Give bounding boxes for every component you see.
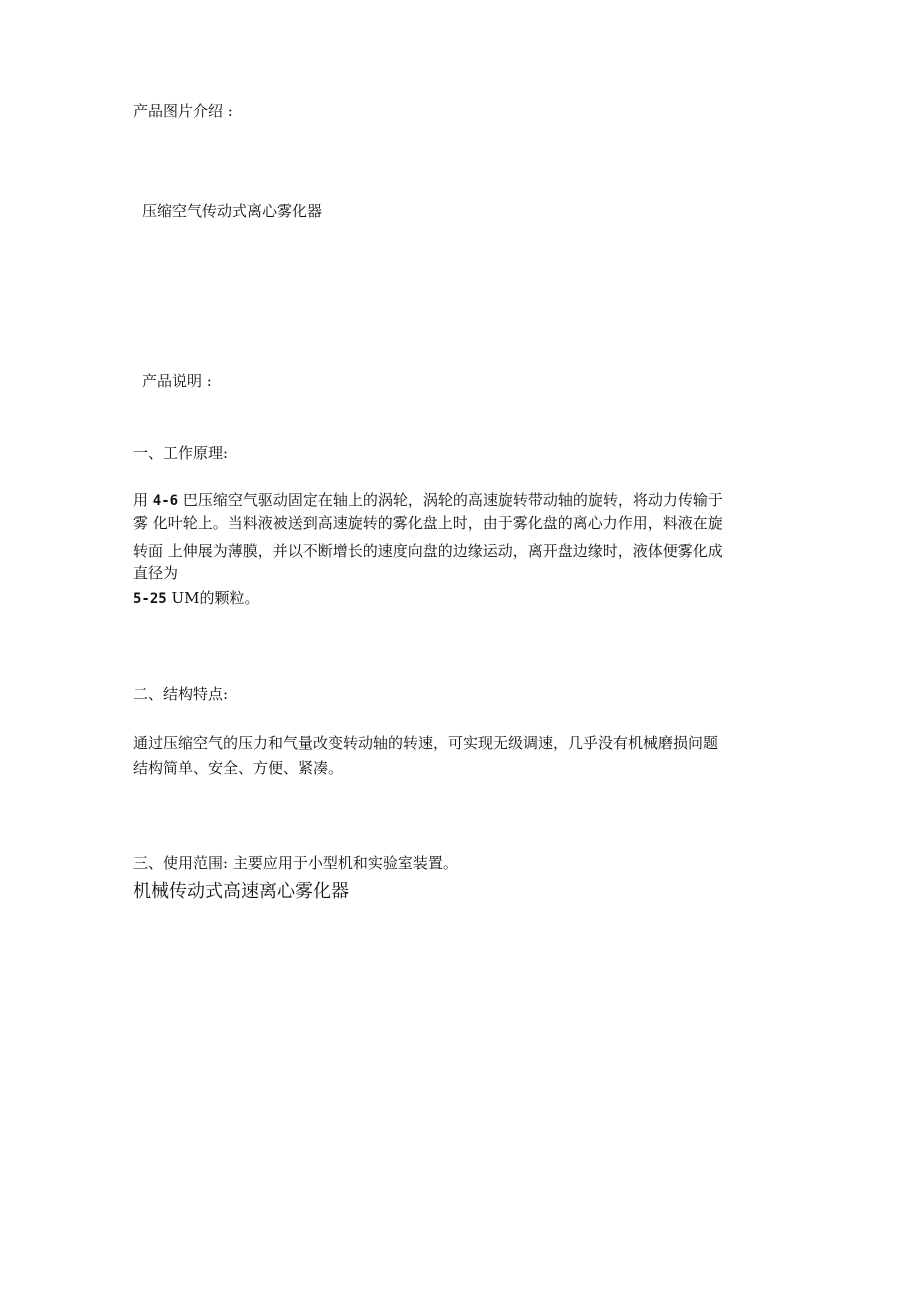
structure-line-2: 结构简单、安全、方便、紧凑。 — [133, 759, 344, 777]
product-title-pneumatic: 压缩空气传动式离心雾化器 — [142, 202, 323, 220]
product-title-mechanical: 机械传动式高速离心雾化器 — [133, 881, 349, 902]
line1-rest: 巴压缩空气驱动固定在轴上的涡轮，涡轮的高速旋转带动轴的旋转，将动力传输于 — [178, 491, 723, 509]
working-principle-line-4: 直径为 — [133, 564, 179, 582]
working-principle-line-5 — [133, 587, 260, 610]
section-structure-heading: 二、结构特点: — [133, 685, 229, 703]
section-application-scope: 三、使用范围: 主要应用于小型机和实验室装置。 — [133, 854, 458, 872]
line5-rest: UM的颗粒。 — [166, 589, 260, 607]
line1-prefix: 用 — [133, 491, 153, 509]
section-working-principle-heading: 一、工作原理: — [133, 444, 229, 462]
description-label: 产品说明 : — [142, 372, 212, 390]
particle-size-range: 5-25 — [133, 591, 167, 607]
intro-label: 产品图片介绍 : — [133, 102, 233, 120]
structure-line-1: 通过压缩空气的压力和气量改变转动轴的转速，可实现无级调速，几乎没有机械磨损问题 — [133, 734, 719, 752]
working-principle-line-1 — [133, 489, 723, 512]
working-principle-line-3: 转面 上伸展为薄膜，并以不断增长的速度向盘的边缘运动，离开盘边缘时，液体便雾化成 — [133, 542, 723, 560]
working-principle-line-2: 雾 化叶轮上。当料液被送到高速旋转的雾化盘上时，由于雾化盘的离心力作用，料液在旋 — [133, 514, 723, 532]
pressure-range: 4-6 — [152, 493, 179, 509]
